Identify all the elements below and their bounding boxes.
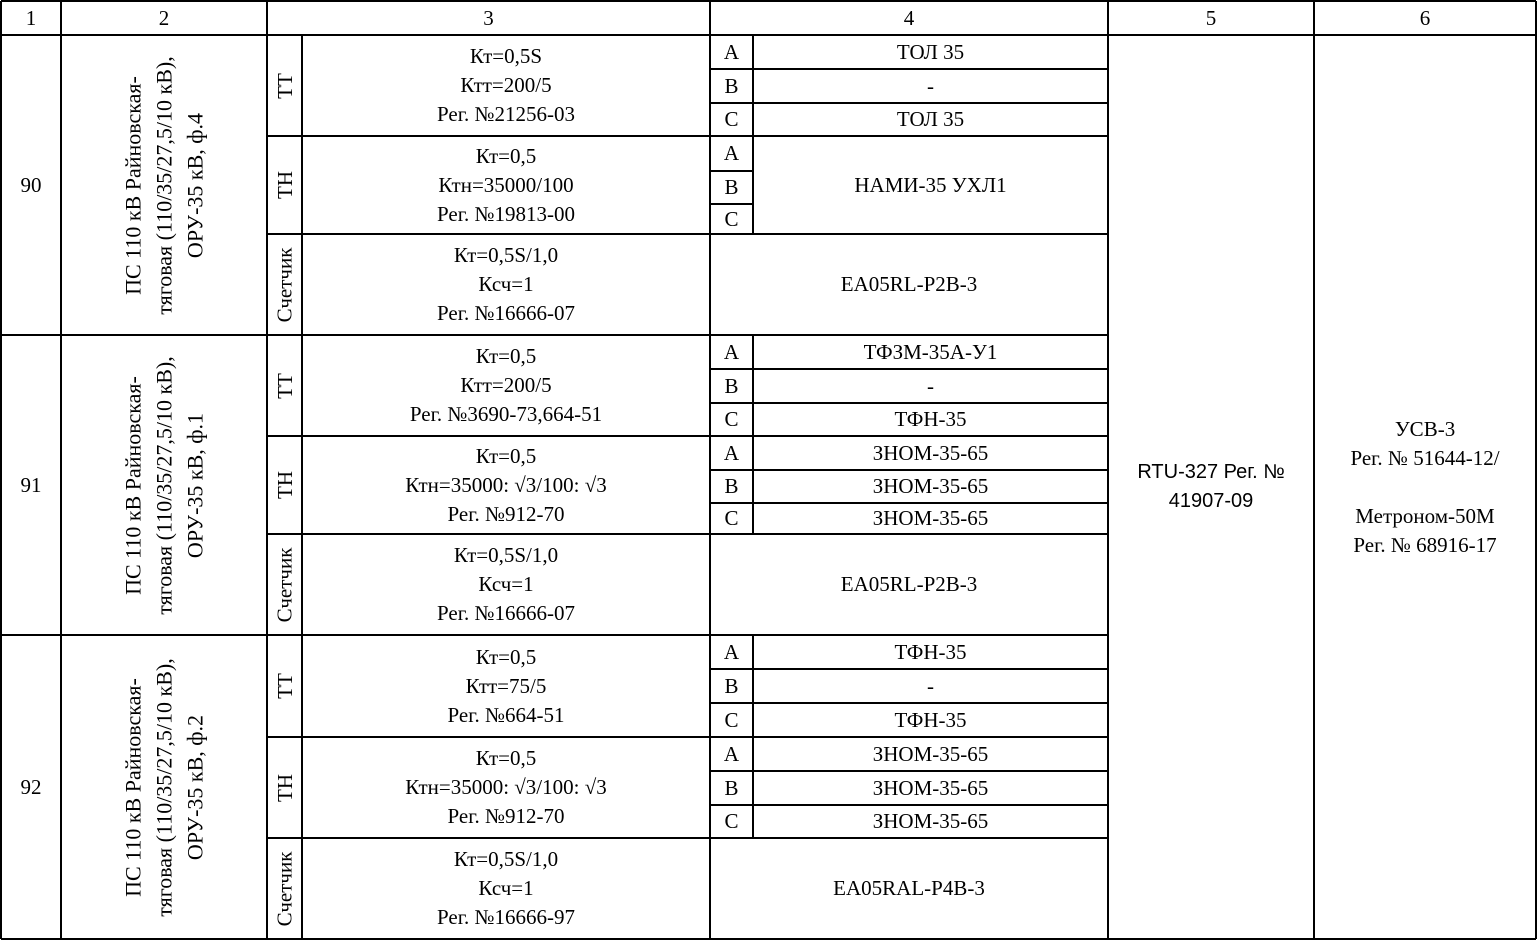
row-number: 91	[20, 472, 42, 497]
tt-model: ТФЗМ-35А-У1	[863, 339, 998, 364]
header-col-3: 3	[483, 5, 494, 30]
phase-label: A	[723, 741, 740, 766]
tn-model: ЗНОМ-35-65	[872, 775, 989, 800]
header-col-6: 6	[1419, 5, 1431, 30]
tt-model: ТФН-35	[894, 707, 967, 732]
tn-spec: Кт=0,5 Ктн=35000: √3/100: √3 Рег. №912-70	[405, 443, 607, 526]
tn-model: НАМИ-35 УХЛ1	[854, 172, 1007, 197]
tn-spec: Кт=0,5 Ктн=35000/100 Рег. №19813-00	[437, 143, 575, 226]
tn-label: ТН	[272, 171, 297, 199]
tn-spec: Кт=0,5 Ктн=35000: √3/100: √3 Рег. №912-70	[405, 746, 607, 828]
tt-model: -	[927, 673, 934, 698]
meter-label: Счетчик	[272, 851, 297, 926]
tn-model: ЗНОМ-35-65	[872, 741, 989, 766]
time-source-cell: УСВ-3 Рег. № 51644-12/ Метроном-50М Рег. № 68916-17	[1350, 416, 1500, 557]
tt-spec: Кт=0,5S Ктт=200/5 Рег. №21256-03	[437, 44, 575, 126]
header-col-2: 2	[158, 5, 170, 30]
phase-label: B	[724, 73, 739, 98]
phase-label: C	[724, 407, 739, 431]
header-col-5: 5	[1205, 5, 1217, 30]
tn-label: ТН	[272, 471, 297, 499]
object-name: ПС 110 кВ Райновская- тяговая (110/35/27,5/10 кВ), ОРУ-35 кВ, ф.1	[120, 355, 208, 615]
server-cell: RTU-327 Рег. № 41907-09	[1137, 461, 1285, 512]
phase-label: B	[724, 673, 739, 698]
tt-label: ТТ	[272, 372, 297, 399]
phase-label: C	[724, 506, 739, 530]
phase-label: A	[723, 339, 740, 364]
phase-label: C	[724, 809, 739, 833]
object-name: ПС 110 кВ Райновская- тяговая (110/35/27,5/10 кВ), ОРУ-35 кВ, ф.4	[120, 55, 208, 315]
tt-model: ТОЛ 35	[896, 39, 965, 64]
phase-label: A	[723, 141, 740, 165]
tt-model: ТОЛ 35	[896, 107, 965, 131]
tt-label: ТТ	[272, 72, 297, 99]
tn-model: ЗНОМ-35-65	[872, 506, 989, 530]
meter-spec: Кт=0,5S/1,0 Ксч=1 Рег. №16666-07	[437, 243, 575, 325]
tn-label: ТН	[272, 773, 297, 802]
meter-spec: Кт=0,5S/1,0 Ксч=1 Рег. №16666-97	[437, 847, 575, 929]
header-col-4: 4	[903, 5, 915, 30]
tt-spec: Кт=0,5 Ктт=75/5 Рег. №664-51	[447, 644, 565, 727]
phase-label: B	[724, 373, 739, 398]
tt-model: ТФН-35	[894, 407, 967, 431]
tt-model: -	[927, 373, 934, 398]
meter-model: EA05RL-P2B-3	[840, 572, 978, 596]
tt-model: ТФН-35	[894, 639, 967, 664]
phase-label: C	[724, 707, 739, 732]
phase-label: B	[724, 474, 739, 498]
phase-label: C	[724, 107, 739, 131]
tn-model: ЗНОМ-35-65	[872, 474, 989, 498]
phase-label: C	[724, 206, 739, 231]
header-col-1: 1	[25, 5, 37, 30]
meter-label: Счетчик	[272, 547, 297, 622]
tt-spec: Кт=0,5 Ктт=200/5 Рег. №3690-73,664-51	[409, 344, 603, 426]
meter-label: Счетчик	[272, 247, 297, 322]
phase-label: A	[723, 440, 740, 465]
phase-label: B	[724, 175, 739, 199]
tt-model: -	[927, 73, 934, 98]
meter-spec: Кт=0,5S/1,0 Ксч=1 Рег. №16666-07	[437, 543, 575, 625]
object-name: ПС 110 кВ Райновская- тяговая (110/35/27,5/10 кВ), ОРУ-35 кВ, ф.2	[120, 657, 208, 917]
meter-model: EA05RAL-P4B-3	[833, 876, 985, 900]
phase-label: A	[723, 639, 740, 664]
meter-model: EA05RL-P2B-3	[840, 272, 978, 296]
phase-label: A	[723, 39, 740, 64]
row-number: 90	[20, 172, 42, 197]
phase-label: B	[724, 775, 739, 800]
tn-model: ЗНОМ-35-65	[872, 809, 989, 833]
tn-model: ЗНОМ-35-65	[872, 440, 989, 465]
row-number: 92	[20, 774, 42, 799]
tt-label: ТТ	[272, 673, 297, 699]
